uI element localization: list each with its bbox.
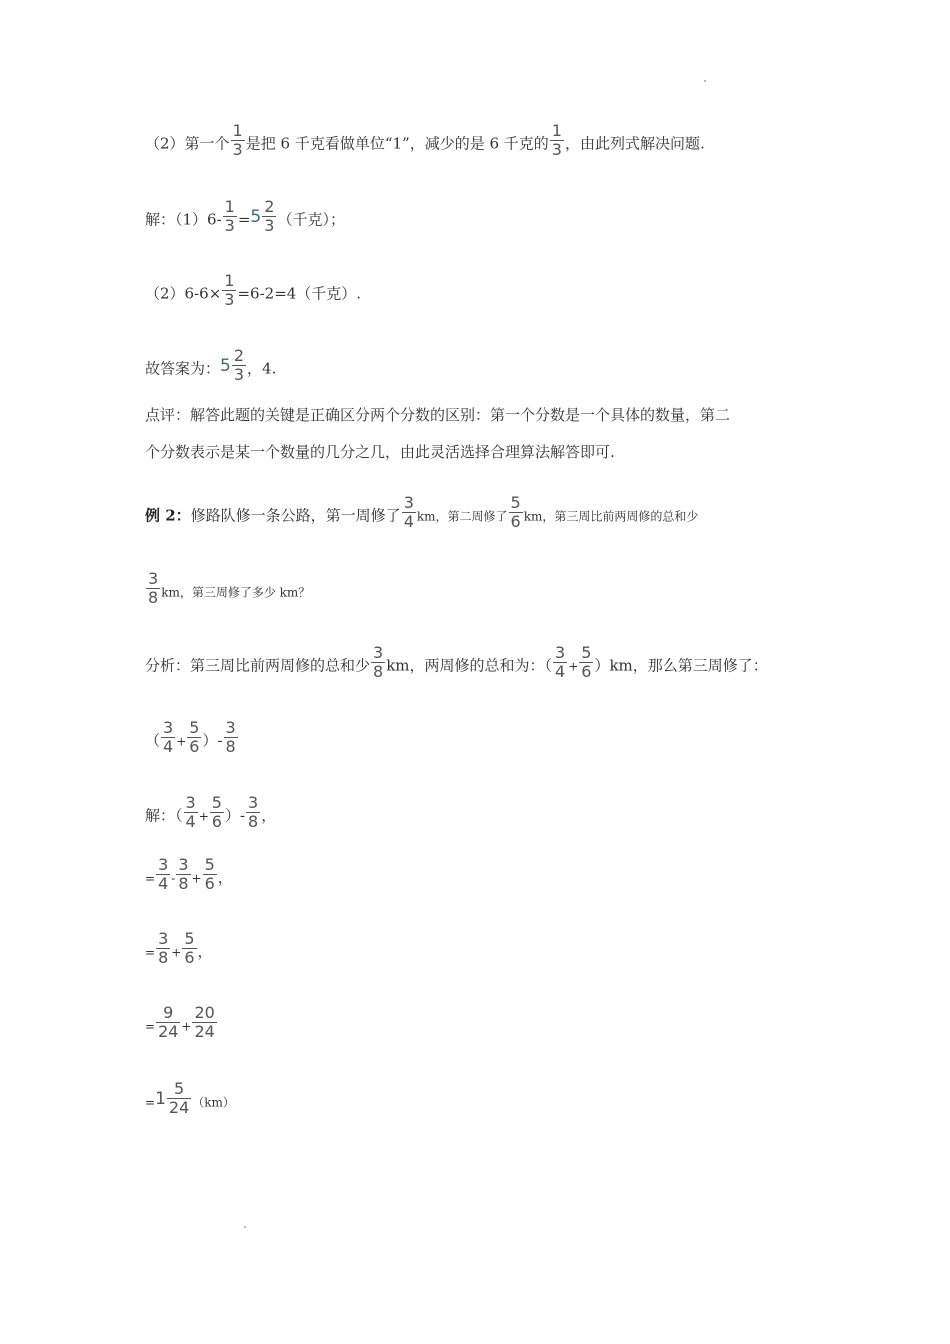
line-answer (145, 346, 277, 384)
operator: + (198, 809, 209, 824)
fraction (222, 272, 236, 309)
denominator: 8 (248, 812, 259, 831)
operator: + (568, 659, 579, 674)
line-analysis-2 (145, 643, 768, 681)
denominator: 4 (185, 812, 196, 831)
numerator: 5 (510, 493, 521, 512)
denominator: 3 (233, 365, 245, 384)
denominator: 6 (204, 874, 215, 893)
fraction (509, 494, 523, 531)
example-label: 例 2： (145, 506, 191, 525)
whole-number: 5 (220, 355, 231, 376)
line-comment-2 (145, 437, 615, 467)
line-example-2-cont (145, 569, 311, 607)
line-solution-part2 (145, 271, 362, 309)
text: 解：（ (145, 806, 183, 825)
numerator: 3 (403, 493, 414, 512)
operator: - (171, 871, 176, 886)
text: ，由此列式解决问题. (564, 134, 705, 153)
fraction (192, 1004, 216, 1041)
operator: + (176, 734, 187, 749)
text: （千克）； (277, 210, 345, 229)
denominator: 6 (581, 662, 592, 681)
text: km，第三周修了多少 km？ (161, 585, 311, 600)
text: 个分数表示是某一个数量的几分之几，由此灵活选择合理算法解答即可. (145, 443, 615, 461)
operator: = (145, 945, 156, 960)
denominator: 3 (264, 216, 275, 235)
line-analysis-part2 (145, 121, 705, 159)
line-solution-step-1 (145, 793, 277, 831)
numerator: 5 (581, 643, 592, 662)
numerator: 3 (225, 718, 236, 737)
text: ，4. (247, 359, 277, 378)
denominator: 4 (555, 662, 566, 681)
text: ， (197, 942, 213, 961)
numerator: 3 (158, 929, 169, 948)
numerator: 5 (184, 929, 195, 948)
denominator: 8 (158, 948, 169, 967)
fraction (156, 930, 170, 967)
whole-number: 1 (155, 1088, 166, 1109)
line-comment-1 (145, 400, 730, 430)
numerator: 3 (158, 855, 169, 874)
fraction (231, 122, 245, 159)
fraction (223, 198, 237, 235)
numerator: 1 (224, 197, 235, 216)
fraction (156, 1004, 180, 1041)
line-solution-step-4 (145, 1003, 218, 1041)
fraction (246, 794, 260, 831)
text: 是把 6 千克看做单位“1”，减少的是 6 千克的 (245, 134, 549, 153)
denominator: 4 (158, 874, 169, 893)
fraction (203, 856, 217, 893)
numerator: 1 (224, 271, 235, 290)
fraction (371, 644, 385, 681)
text: 分析：第三周比前两周修的总和少 (145, 656, 371, 675)
text: （2）6-6× (145, 284, 222, 303)
fraction (550, 122, 564, 159)
numerator: 5 (204, 855, 215, 874)
denominator: 3 (224, 216, 235, 235)
speck-top (704, 80, 706, 82)
operator: = (145, 871, 156, 886)
text: 解：（1）6- (145, 210, 222, 229)
numerator: 3 (178, 855, 189, 874)
text: km，两周修的总和为：（ (386, 656, 553, 675)
fraction (262, 198, 276, 235)
speck-bottom (244, 1226, 246, 1228)
text: km，第二周修了 (416, 509, 508, 524)
numerator: 3 (248, 793, 259, 812)
numerator: 5 (189, 718, 200, 737)
numerator: 5 (167, 1080, 191, 1099)
denominator: 6 (184, 948, 195, 967)
line-solution-step-3 (145, 929, 213, 967)
numerator: 20 (194, 1003, 215, 1022)
fraction (224, 719, 238, 756)
denominator: 6 (211, 812, 222, 831)
text: （ (145, 731, 161, 750)
text: （2）第一个 (145, 134, 230, 153)
operator: + (171, 945, 182, 960)
text: ， (261, 806, 277, 825)
fraction (161, 719, 175, 756)
text: ）- (202, 731, 223, 750)
denominator: 8 (225, 737, 236, 756)
denominator: 3 (232, 140, 243, 159)
text: ， (217, 868, 233, 887)
whole-number: 5 (250, 206, 262, 227)
numerator: 1 (551, 121, 562, 140)
denominator: 24 (168, 1098, 190, 1117)
fraction (182, 930, 196, 967)
line-solution-result (145, 1079, 235, 1117)
line-solution-step-2 (145, 855, 233, 893)
text: 修路队修一条公路，第一周修了 (190, 506, 401, 525)
numerator: 2 (233, 346, 245, 365)
fraction (167, 1080, 191, 1117)
text: 点评：解答此题的关键是正确区分两个分数的区别：第一个分数是一个具体的数量，第二 (145, 406, 731, 424)
numerator: 5 (211, 793, 222, 812)
fraction (402, 494, 416, 531)
text: km，第三周比前两周修的总和少 (523, 509, 699, 524)
numerator: 3 (555, 643, 566, 662)
text: 故答案为： (145, 359, 221, 378)
text: = (237, 210, 251, 229)
numerator: 3 (373, 643, 384, 662)
denominator: 8 (178, 874, 189, 893)
numerator: 3 (185, 793, 196, 812)
fraction (156, 856, 170, 893)
operator: = (145, 1019, 156, 1034)
line-expression (145, 718, 239, 756)
denominator: 3 (224, 290, 235, 309)
denominator: 3 (551, 140, 562, 159)
fraction (232, 347, 246, 384)
numerator: 9 (156, 1004, 180, 1023)
denominator: 8 (373, 662, 384, 681)
denominator: 4 (163, 737, 174, 756)
numerator: 3 (163, 718, 174, 737)
fraction (184, 794, 198, 831)
denominator: 4 (403, 512, 414, 531)
denominator: 6 (510, 512, 521, 531)
fraction (187, 719, 201, 756)
fraction (146, 570, 160, 607)
text: ）- (224, 806, 246, 825)
text: ）km，那么第三周修了： (594, 656, 768, 675)
denominator: 8 (148, 588, 159, 607)
text: =6-2=4（千克）. (237, 284, 362, 303)
denominator: 6 (189, 737, 200, 756)
fraction (176, 856, 190, 893)
line-solution-part1 (145, 197, 345, 235)
numerator: 1 (232, 121, 243, 140)
operator: = (145, 1095, 156, 1110)
operator: + (191, 871, 202, 886)
line-example-2 (145, 493, 699, 531)
fraction (210, 794, 224, 831)
denominator: 24 (194, 1022, 215, 1041)
numerator: 2 (264, 197, 275, 216)
numerator: 3 (148, 569, 159, 588)
text: （km） (192, 1095, 235, 1110)
operator: + (181, 1019, 192, 1034)
fraction (579, 644, 593, 681)
denominator: 24 (158, 1022, 179, 1041)
fraction (553, 644, 567, 681)
